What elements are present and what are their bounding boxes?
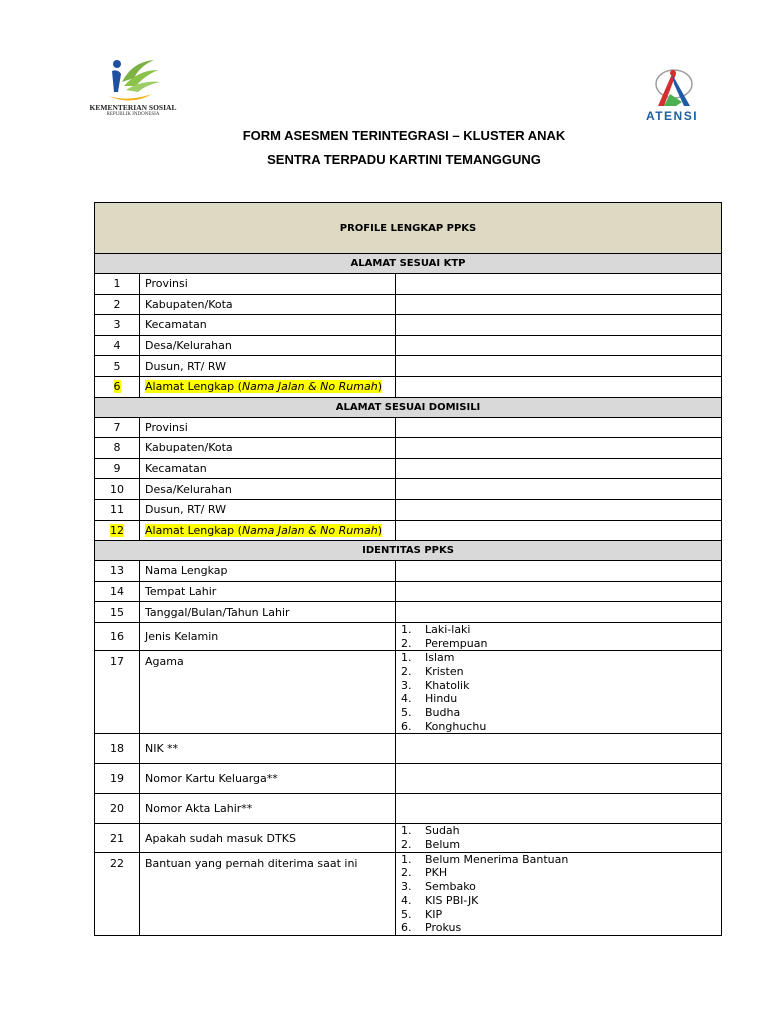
row-label: Bantuan yang pernah diterima saat ini: [140, 852, 396, 935]
kemensos-logo: [88, 52, 178, 122]
logo-left-line1: KEMENTERIAN SOSIAL: [89, 103, 177, 112]
row-label: Apakah sudah masuk DTKS: [140, 824, 396, 852]
row-label: Alamat Lengkap (Nama Jalan & No Rumah): [145, 380, 382, 394]
row-label: Agama: [140, 651, 396, 734]
option-item[interactable]: 4. Hindu: [401, 692, 458, 706]
option-item[interactable]: 1. Sudah: [401, 824, 460, 838]
answer-field[interactable]: [396, 499, 722, 520]
table-row: [95, 376, 722, 397]
section-title-ktp: ALAMAT SESUAI KTP: [95, 254, 722, 274]
form-title: FORM ASESMEN TERINTEGRASI – KLUSTER ANAK: [242, 128, 566, 143]
row-number: 12: [110, 523, 124, 537]
option-item[interactable]: 1. Laki-laki: [401, 622, 471, 636]
row-number: 16: [95, 622, 140, 650]
answer-field[interactable]: [396, 294, 722, 315]
row-number: 19: [95, 764, 140, 794]
table-row: [95, 458, 722, 479]
row-number: 13: [95, 561, 140, 582]
table-row: [95, 274, 722, 295]
row-number: 4: [95, 335, 140, 356]
row-number: 17: [95, 651, 140, 734]
table-row: [95, 734, 722, 764]
row-number: 7: [95, 417, 140, 438]
option-item[interactable]: 4. KIS PBI-JK: [401, 893, 479, 907]
profile-table: [94, 202, 722, 936]
table-row: [95, 824, 722, 852]
table-row: [95, 520, 722, 541]
option-item[interactable]: 1. Belum Menerima Bantuan: [401, 852, 569, 866]
kemensos-emblem-icon: [88, 52, 178, 104]
answer-field[interactable]: [396, 734, 722, 764]
row-label: Tempat Lahir: [140, 581, 396, 602]
row-number: 14: [95, 581, 140, 602]
row-label: Nomor Kartu Keluarga**: [140, 764, 396, 794]
banner-title: PROFILE LENGKAP PPKS: [95, 203, 722, 254]
table-row: [95, 602, 722, 623]
section-title-identitas: IDENTITAS PPKS: [95, 541, 722, 561]
row-label: Kabupaten/Kota: [140, 438, 396, 459]
row-number: 3: [95, 315, 140, 336]
option-item[interactable]: 5. Budha: [401, 706, 461, 720]
answer-field[interactable]: [396, 376, 722, 397]
row-label: Kecamatan: [140, 315, 396, 336]
answer-field[interactable]: [396, 438, 722, 459]
option-item[interactable]: 2. Kristen: [401, 664, 464, 678]
logo-right-text: ATENSI: [645, 109, 699, 123]
section-header: [95, 541, 722, 561]
table-row: [95, 356, 722, 377]
answer-field[interactable]: [396, 417, 722, 438]
row-label: Nomor Akta Lahir**: [140, 794, 396, 824]
answer-field[interactable]: [396, 315, 722, 336]
answer-field[interactable]: [396, 764, 722, 794]
answer-field[interactable]: [396, 274, 722, 295]
row-number: 18: [95, 734, 140, 764]
option-item[interactable]: 6. Prokus: [401, 921, 462, 935]
row-label: Dusun, RT/ RW: [140, 356, 396, 377]
row-number: 20: [95, 794, 140, 824]
table-row: [95, 335, 722, 356]
table-row: [95, 499, 722, 520]
option-item[interactable]: 5. KIP: [401, 907, 443, 921]
row-label: NIK **: [140, 734, 396, 764]
row-number: 15: [95, 602, 140, 623]
answer-field[interactable]: [396, 356, 722, 377]
answer-field[interactable]: [396, 581, 722, 602]
table-row: [95, 651, 722, 734]
row-number: 21: [95, 824, 140, 852]
logo-left-line2: REPUBLIK INDONESIA: [106, 112, 160, 117]
row-number: 10: [95, 479, 140, 500]
table-row: [95, 294, 722, 315]
row-number: 22: [95, 852, 140, 935]
row-label: Nama Lengkap: [140, 561, 396, 582]
option-item[interactable]: 2. PKH: [401, 866, 448, 880]
row-label: Kecamatan: [140, 458, 396, 479]
option-item[interactable]: 2. Perempuan: [401, 636, 488, 650]
answer-field[interactable]: [396, 794, 722, 824]
row-label: Dusun, RT/ RW: [140, 499, 396, 520]
row-number: 9: [95, 458, 140, 479]
table-row: [95, 794, 722, 824]
option-item[interactable]: 1. Islam: [401, 651, 455, 665]
option-list: [396, 824, 722, 852]
table-row: [95, 315, 722, 336]
table-row: [95, 561, 722, 582]
form-subtitle: SENTRA TERPADU KARTINI TEMANGGUNG: [267, 152, 541, 167]
atensi-logo: [640, 66, 704, 126]
row-number: 8: [95, 438, 140, 459]
table-row: [95, 622, 722, 650]
option-item[interactable]: 2. Belum: [401, 838, 461, 852]
answer-field[interactable]: [396, 520, 722, 541]
row-label: Desa/Kelurahan: [140, 479, 396, 500]
row-label: Jenis Kelamin: [140, 622, 396, 650]
section-header: [95, 254, 722, 274]
option-item[interactable]: 3. Sembako: [401, 880, 476, 894]
row-label: Kabupaten/Kota: [140, 294, 396, 315]
row-number: 5: [95, 356, 140, 377]
row-label: Desa/Kelurahan: [140, 335, 396, 356]
answer-field[interactable]: [396, 479, 722, 500]
row-number: 1: [95, 274, 140, 295]
option-item[interactable]: 6. Konghuchu: [401, 719, 487, 733]
row-number: 6: [113, 380, 121, 394]
table-row: [95, 438, 722, 459]
answer-field[interactable]: [396, 335, 722, 356]
row-number: 11: [95, 499, 140, 520]
option-list: [396, 651, 722, 734]
row-label: Tanggal/Bulan/Tahun Lahir: [140, 602, 396, 623]
row-label: Provinsi: [140, 274, 396, 295]
section-header: [95, 397, 722, 417]
table-row: [95, 581, 722, 602]
row-label: Provinsi: [140, 417, 396, 438]
table-row: [95, 764, 722, 794]
section-title-domisili: ALAMAT SESUAI DOMISILI: [95, 397, 722, 417]
table-row: [95, 417, 722, 438]
banner-row: [95, 203, 722, 254]
option-list: [396, 622, 722, 650]
atensi-emblem-icon: [640, 66, 704, 110]
option-list: [396, 852, 722, 935]
table-row: [95, 852, 722, 935]
row-label: Alamat Lengkap (Nama Jalan & No Rumah): [145, 523, 382, 537]
answer-field[interactable]: [396, 602, 722, 623]
table-row: [95, 479, 722, 500]
row-number: 2: [95, 294, 140, 315]
answer-field[interactable]: [396, 561, 722, 582]
answer-field[interactable]: [396, 458, 722, 479]
option-item[interactable]: 3. Khatolik: [401, 678, 470, 692]
